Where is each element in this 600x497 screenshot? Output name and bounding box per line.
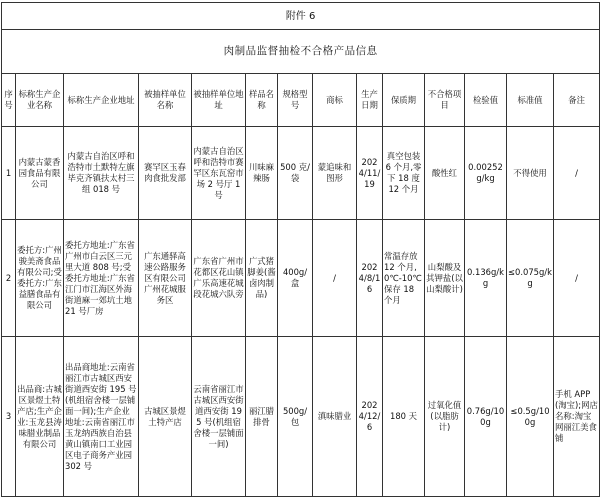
cell-spec: 400g/盒 bbox=[278, 220, 313, 337]
cell-producer: 委托方:广州骏美斋食品有限公司;受委托方:广东益膳食品有限公司 bbox=[16, 220, 64, 337]
cell-no: 2 bbox=[2, 220, 16, 337]
header-row bbox=[2, 74, 600, 127]
cell-item: 过氧化值(以脂肪计) bbox=[425, 337, 465, 497]
col-header-spec: 规格型号 bbox=[278, 74, 313, 127]
col-header-shelf-life: 保质期 bbox=[383, 74, 425, 127]
col-header-sample-name: 样品名称 bbox=[246, 74, 278, 127]
cell-brand: 蒙追味和图形 bbox=[313, 127, 357, 220]
cell-spec: 500 克/袋 bbox=[278, 127, 313, 220]
cell-sampled-address: 内蒙古自治区呼和浩特市赛罕区东瓦窑市场 2 号厅 1 号 bbox=[192, 127, 246, 220]
col-header-sampled-unit: 被抽样单位名称 bbox=[139, 74, 192, 127]
cell-standard: 不得使用 bbox=[507, 127, 554, 220]
cell-remark: 手机 APP(淘宝);网店名称:淘宝网丽江美食铺 bbox=[554, 337, 600, 497]
cell-date: 2024/12/6 bbox=[357, 337, 383, 497]
cell-sample-name: 川味麻辣肠 bbox=[246, 127, 278, 220]
col-header-item: 不合格项目 bbox=[425, 74, 465, 127]
table-title: 肉制品监督抽检不合格产品信息 bbox=[2, 30, 600, 74]
cell-date: 2024/11/19 bbox=[357, 127, 383, 220]
cell-result: 0.136g/kg bbox=[465, 220, 507, 337]
cell-remark: / bbox=[554, 127, 600, 220]
cell-shelf-life: 真空包装 6 个月,零下 18 度 12 个月 bbox=[383, 127, 425, 220]
cell-date: 2024/8/16 bbox=[357, 220, 383, 337]
cell-no: 3 bbox=[2, 337, 16, 497]
cell-sample-name: 广式猪脚姜(酱卤肉制品) bbox=[246, 220, 278, 337]
cell-sampled-address: 云南省丽江市古城区西安街道西安街 195 号(机组宿舍楼一层铺面一间) bbox=[192, 337, 246, 497]
cell-brand: 滇味腊业 bbox=[313, 337, 357, 497]
cell-spec: 500g/包 bbox=[278, 337, 313, 497]
cell-producer-address: 内蒙古自治区呼和浩特市土默特左旗毕克齐镇扶太村三组 018 号 bbox=[64, 127, 139, 220]
unqualified-products-table bbox=[1, 2, 600, 497]
col-header-producer: 标称生产企业名称 bbox=[16, 74, 64, 127]
table-row bbox=[2, 337, 600, 497]
col-header-remark: 备注 bbox=[554, 74, 600, 127]
cell-standard: ≤0.5g/100g bbox=[507, 337, 554, 497]
col-header-sampled-address: 被抽样单位地址 bbox=[192, 74, 246, 127]
cell-sampled-unit: 古城区景煜土特产店 bbox=[139, 337, 192, 497]
cell-producer-address: 委托方地址:广东省广州市白云区三元里大道 808 号;受委托方地址:广东省江门市江海区外海街道麻一郊坑土地 21 号厂房 bbox=[64, 220, 139, 337]
cell-brand: / bbox=[313, 220, 357, 337]
cell-sampled-unit: 广东通驿高速公路服务区有限公司广州花城服务区 bbox=[139, 220, 192, 337]
cell-sampled-address: 广东省广州市花都区花山镇广乐高速花城段花城六队旁 bbox=[192, 220, 246, 337]
col-header-producer-address: 标称生产企业地址 bbox=[64, 74, 139, 127]
col-header-no: 序号 bbox=[2, 74, 16, 127]
cell-sample-name: 丽江腊排骨 bbox=[246, 337, 278, 497]
col-header-date: 生产日期 bbox=[357, 74, 383, 127]
cell-producer: 出品商:古城区景煜土特产店;生产企业:玉龙县涛味腊业制品有限公司 bbox=[16, 337, 64, 497]
col-header-brand: 商标 bbox=[313, 74, 357, 127]
cell-item: 山梨酸及其钾盐(以山梨酸计) bbox=[425, 220, 465, 337]
cell-shelf-life: 180 天 bbox=[383, 337, 425, 497]
attachment-label: 附件 6 bbox=[2, 3, 600, 30]
cell-no: 1 bbox=[2, 127, 16, 220]
table-row bbox=[2, 220, 600, 337]
cell-producer-address: 出品商地址:云南省丽江市古城区西安街道西安街 195 号(机组宿舍楼一层铺面一间);生产企业地址:云南省丽江市玉龙纳西族自治县黄山镇南口工业园区电子商务产业园 302 号 bbox=[64, 337, 139, 497]
cell-standard: ≤0.075g/kg bbox=[507, 220, 554, 337]
cell-producer: 内蒙古蒙香园食品有限公司 bbox=[16, 127, 64, 220]
cell-item: 酸性红 bbox=[425, 127, 465, 220]
cell-shelf-life: 常温存放 12 个月,0℃-10℃保存 18 个月 bbox=[383, 220, 425, 337]
cell-result: 0.76g/100g bbox=[465, 337, 507, 497]
cell-sampled-unit: 赛罕区玉春肉食批发部 bbox=[139, 127, 192, 220]
col-header-result: 检验值 bbox=[465, 74, 507, 127]
cell-result: 0.00252g/kg bbox=[465, 127, 507, 220]
col-header-standard: 标准值 bbox=[507, 74, 554, 127]
table-row bbox=[2, 127, 600, 220]
cell-remark: / bbox=[554, 220, 600, 337]
